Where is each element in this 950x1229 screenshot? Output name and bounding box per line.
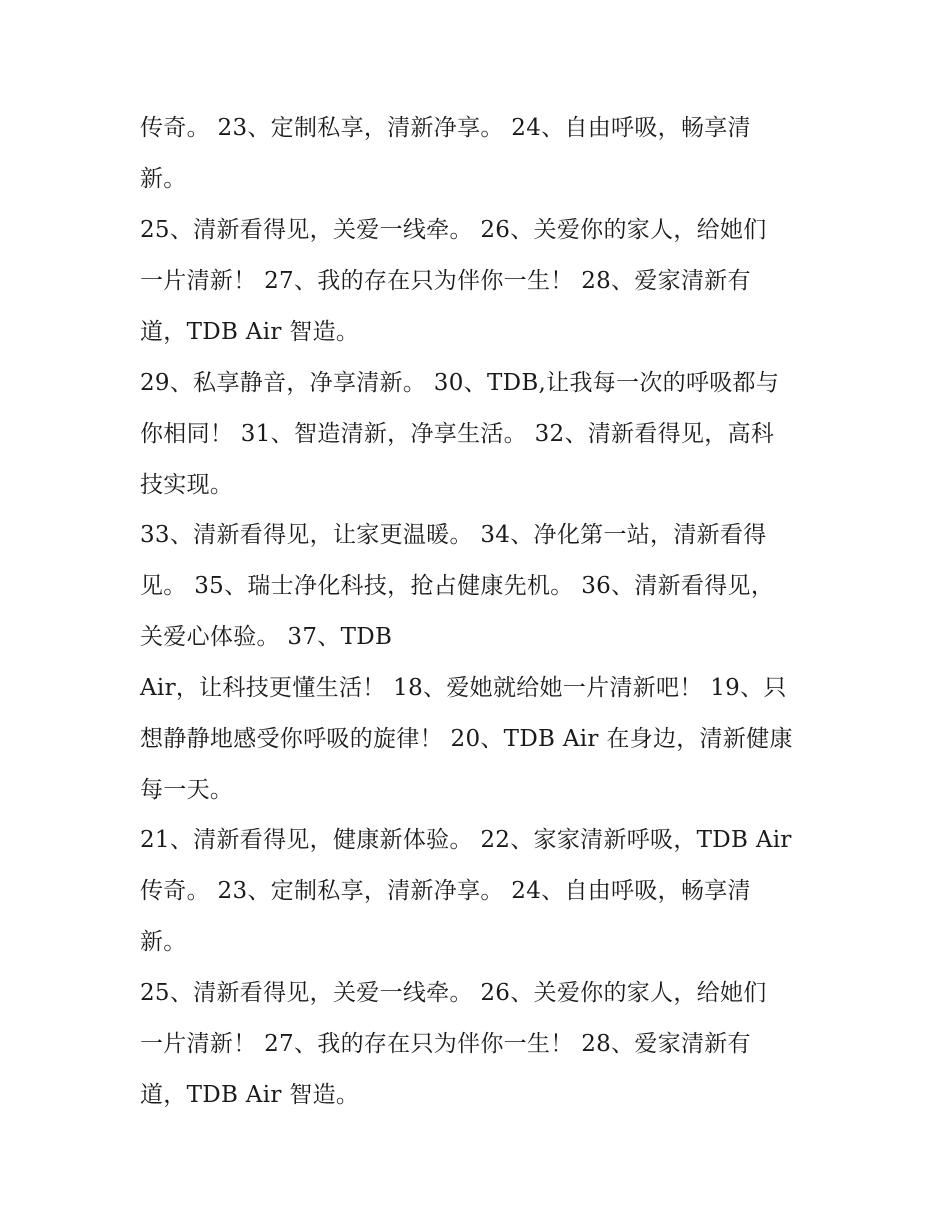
text-line: 新。 [140, 166, 187, 192]
text-line: 传奇。 23、定制私享，清新净享。 24、自由呼吸，畅享清 [140, 878, 751, 904]
text-line: 25、清新看得见，关爱一线牵。 26、关爱你的家人，给她们 [140, 217, 767, 243]
text-line: 21、清新看得见，健康新体验。 22、家家清新呼吸，TDB Air [140, 827, 792, 853]
text-line: 你相同！ 31、智造清新，净享生活。 32、清新看得见，高科 [140, 421, 775, 447]
text-line: 道，TDB Air 智造。 [140, 1082, 360, 1108]
text-line: 25、清新看得见，关爱一线牵。 26、关爱你的家人，给她们 [140, 980, 767, 1006]
text-line: 一片清新！ 27、我的存在只为伴你一生！ 28、爱家清新有 [140, 1031, 751, 1057]
text-line: 33、清新看得见，让家更温暖。 34、净化第一站，清新看得 [140, 522, 767, 548]
text-line: 见。 35、瑞士净化科技，抢占健康先机。 36、清新看得见， [140, 573, 775, 599]
text-line: 29、私享静音，净享清新。 30、TDB,让我每一次的呼吸都与 [140, 370, 780, 396]
text-line: 一片清新！ 27、我的存在只为伴你一生！ 28、爱家清新有 [140, 268, 751, 294]
text-line: 想静静地感受你呼吸的旋律！ 20、TDB Air 在身边，清新健康 [140, 726, 793, 752]
text-line: 关爱心体验。 37、TDB [140, 624, 393, 650]
text-line: 技实现。 [140, 472, 234, 498]
text-line: 新。 [140, 929, 187, 955]
text-line: Air，让科技更懂生活！ 18、爱她就给她一片清新吧！ 19、只 [140, 675, 787, 701]
text-line: 传奇。 23、定制私享，清新净享。 24、自由呼吸，畅享清 [140, 115, 751, 141]
text-line: 每一天。 [140, 777, 234, 803]
text-line: 道，TDB Air 智造。 [140, 319, 360, 345]
